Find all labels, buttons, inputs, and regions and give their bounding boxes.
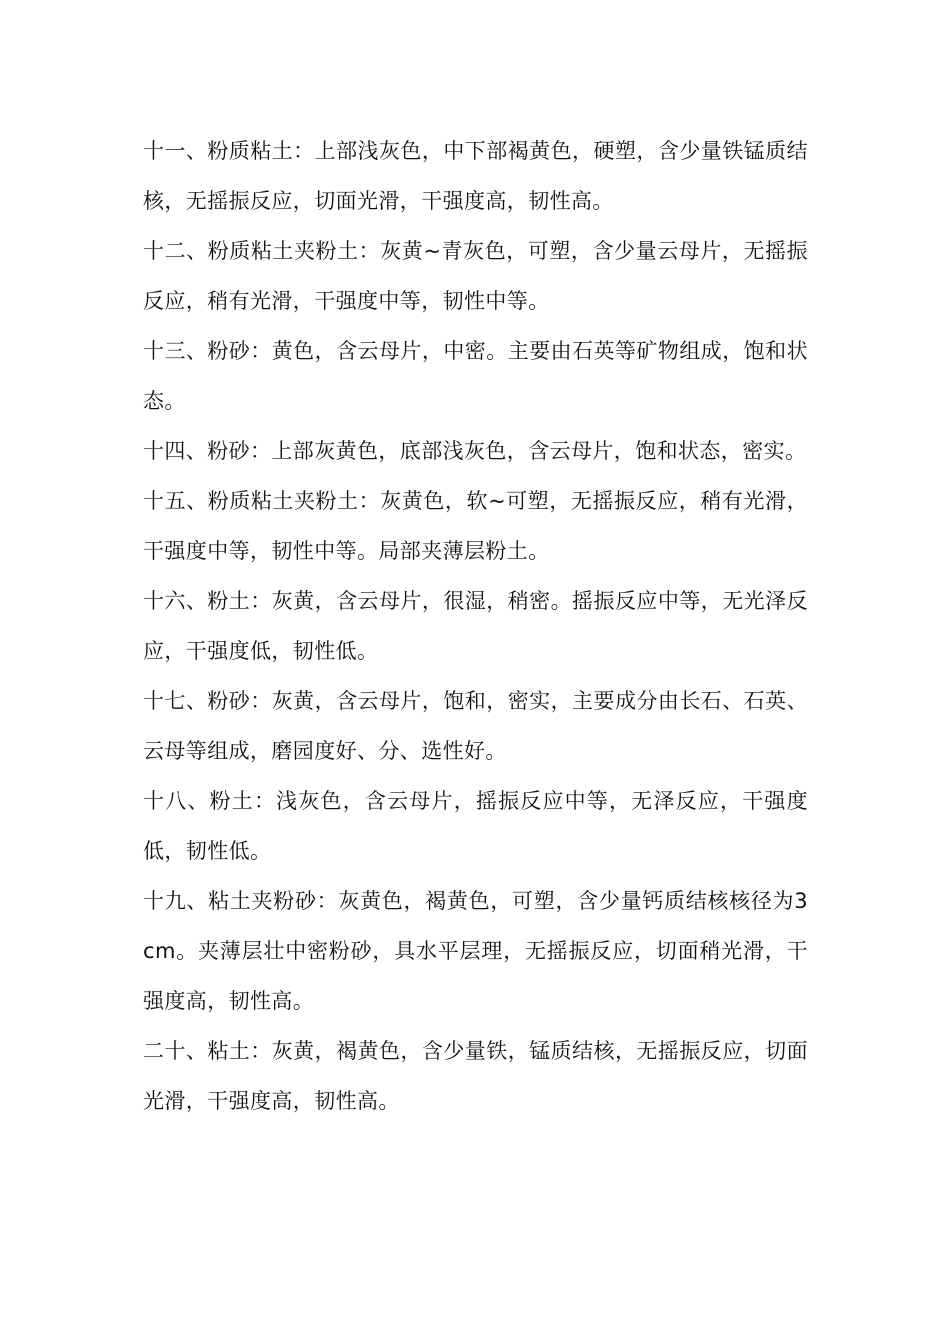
paragraph-13: 十三、粉砂：黄色，含云母片，中密。主要由石英等矿物组成，饱和状态。: [143, 339, 808, 413]
paragraph-18: 十八、粉土：浅灰色，含云母片，摇振反应中等，无泽反应，干强度低，韧性低。: [143, 789, 808, 863]
paragraph-20: 二十、粘土：灰黄，褐黄色，含少量铁，锰质结核，无摇振反应，切面光滑，干强度高，韧性高。: [143, 1039, 808, 1113]
paragraph-16: 十六、粉土：灰黄，含云母片，很湿，稍密。摇振反应中等，无光泽反应，干强度低，韧性低。: [143, 589, 808, 663]
document-body: [143, 126, 808, 1126]
paragraph-14: 十四、粉砂：上部灰黄色，底部浅灰色，含云母片，饱和状态，密实。: [143, 439, 807, 463]
paragraph-12: 十二、粉质粘土夹粉土：灰黄~青灰色，可塑，含少量云母片，无摇振反应，稍有光滑，干强度中等，韧性中等。: [143, 239, 808, 313]
paragraph-15: 十五、粉质粘土夹粉土：灰黄色，软~可塑，无摇振反应，稍有光滑，干强度中等，韧性中等。局部夹薄层粉土。: [143, 489, 808, 563]
paragraph-17: 十七、粉砂：灰黄，含云母片，饱和，密实，主要成分由长石、石英、云母等组成，磨园度好、分、选性好。: [143, 689, 808, 763]
paragraph-19: 十九、粘土夹粉砂：灰黄色，褐黄色，可塑，含少量钙质结核核径为3cm。夹薄层壮中密粉砂，具水平层理，无摇振反应，切面稍光滑，干强度高，韧性高。: [143, 889, 808, 1013]
paragraph-11: 十一、粉质粘土：上部浅灰色，中下部褐黄色，硬塑，含少量铁锰质结核，无摇振反应，切面光滑，干强度高，韧性高。: [143, 139, 808, 213]
